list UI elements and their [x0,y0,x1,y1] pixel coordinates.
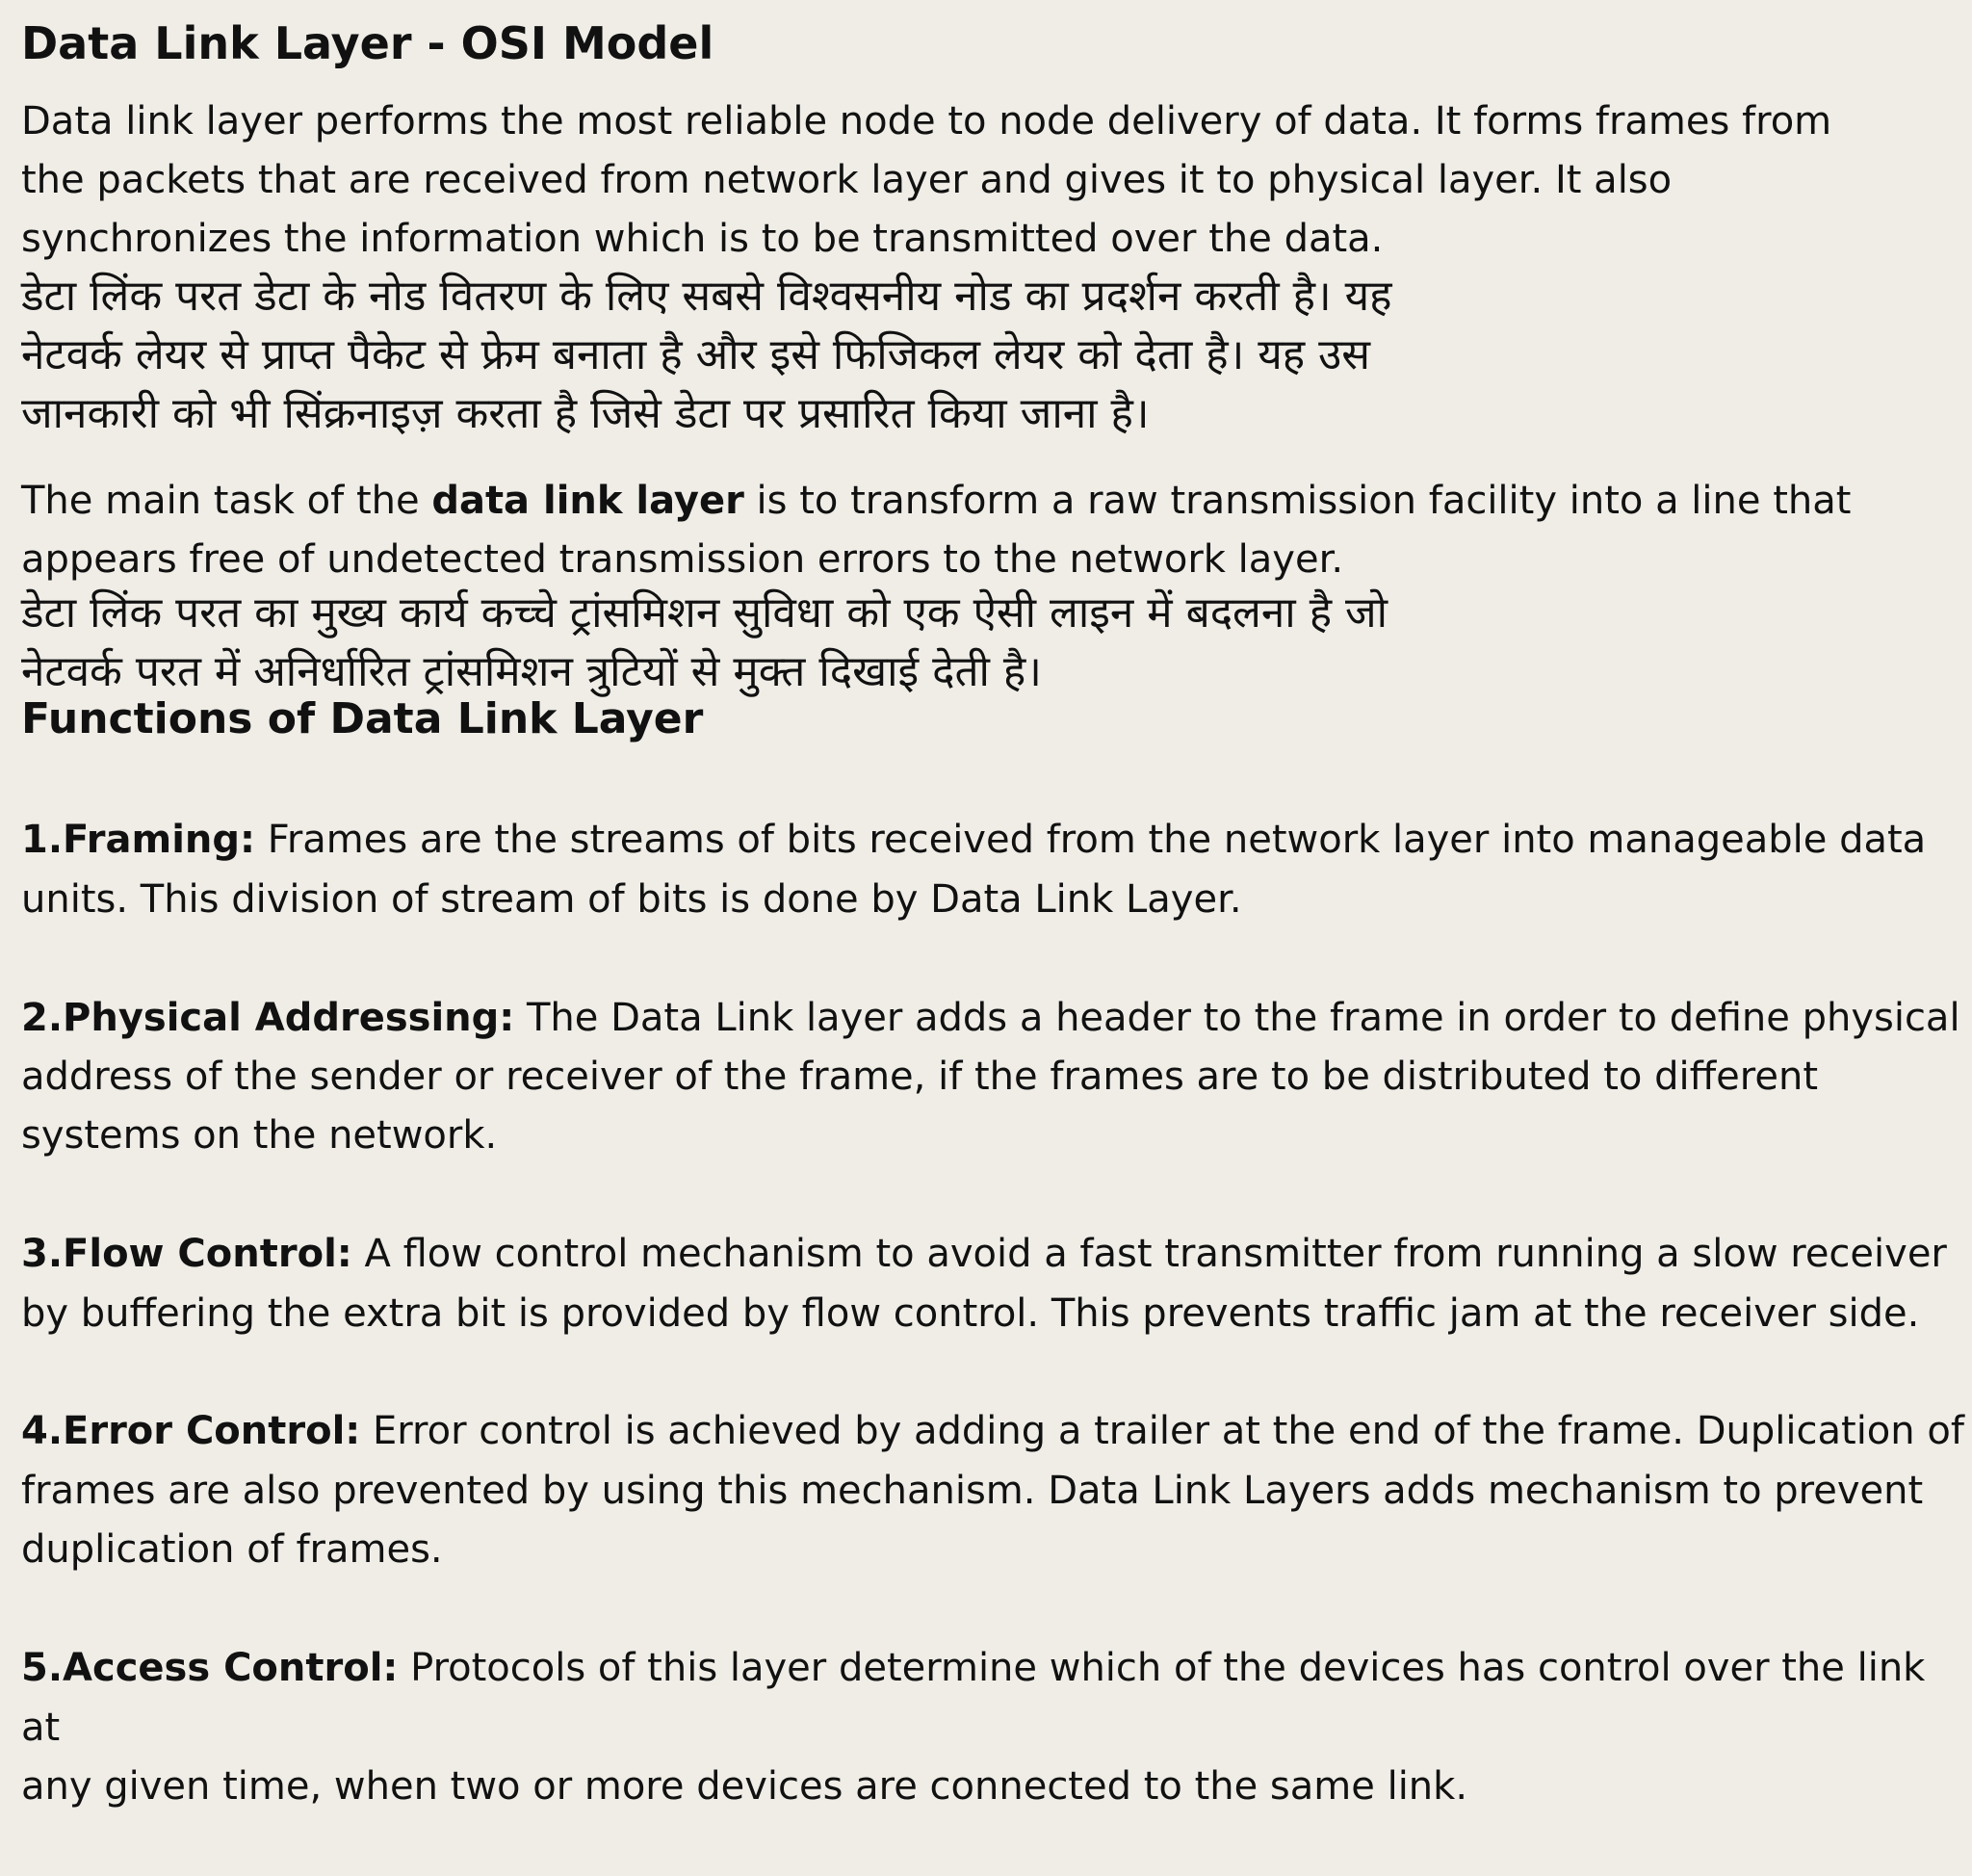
function-text: Frames are the streams of bits received from the network layer into manageable data units. This division of stream of bits is done by Data Link Layer. [21,818,1927,922]
function-item-physical-addressing [21,989,1966,1166]
function-item-access-control [21,1639,1966,1816]
main-task-prefix: The main task of the [21,479,432,523]
function-item-flow-control [21,1225,1966,1343]
slide-title: Data Link Layer - OSI Model [21,17,714,69]
function-item-error-control [21,1402,1966,1579]
intro-paragraph-hindi: डेटा लिंक परत डेटा के नोड वितरण के लिए सबसे विश्वसनीय नोड का प्रदर्शन करती है। यह नेटवर्क लेयर से प्राप्त पैकेट से फ्रेम बनाता है और इसे फिजिकल लेयर को देता है। यह उस जानकारी को भी सिंक्रनाइज़ करता है जिसे डेटा पर प्रसारित किया जाना है। [21,272,1392,438]
function-label: 3.Flow Control: [21,1232,352,1277]
intro-paragraph: Data link layer performs the most reliable node to node delivery of data. It forms frames from the packets that are received from network layer and gives it to physical layer. It also synchronizes the information which is to be transmitted over the data. [21,99,1832,261]
function-label: 5.Access Control: [21,1646,399,1691]
functions-list [21,752,1966,1876]
function-label: 4.Error Control: [21,1409,361,1454]
main-task-paragraph-hindi: डेटा लिंक परत का मुख्य कार्य कच्चे ट्रांसमिशन सुविधा को एक ऐसी लाइन में बदलना है जो नेटवर्क परत में अनिर्धारित ट्रांसमिशन त्रुटियों से मुक्त दिखाई देती है। [21,588,1388,696]
function-label: 2.Physical Addressing: [21,995,515,1040]
function-item-framing [21,811,1966,929]
main-task-keyword: data link layer [431,479,744,523]
function-text: Protocols of this layer determine which of the devices has control over the link at any given time, when two or more devices are connected to the same link. [21,1646,1926,1809]
main-task-suffix: is to transform a raw transmission facility into a line that appears free of undetected transmission errors to the network layer. [21,479,1852,582]
main-task-paragraph [21,472,1957,589]
function-text: The Data Link layer adds a header to the frame in order to define physical address of the sender or receiver of the frame, if the frames are to be distributed to different systems on the network. [21,995,1960,1159]
function-text: A flow control mechanism to avoid a fast transmitter from running a slow receiver by buffering the extra bit is provided by flow control. This prevents traffic jam at the receiver side. [21,1232,1947,1336]
function-text: Error control is achieved by adding a trailer at the end of the frame. Duplication of frames are also prevented by using this mechanism. Data Link Layers adds mechanism to prevent duplication of frames. [21,1409,1964,1573]
functions-heading: Functions of Data Link Layer [21,694,704,743]
function-label: 1.Framing: [21,818,256,863]
